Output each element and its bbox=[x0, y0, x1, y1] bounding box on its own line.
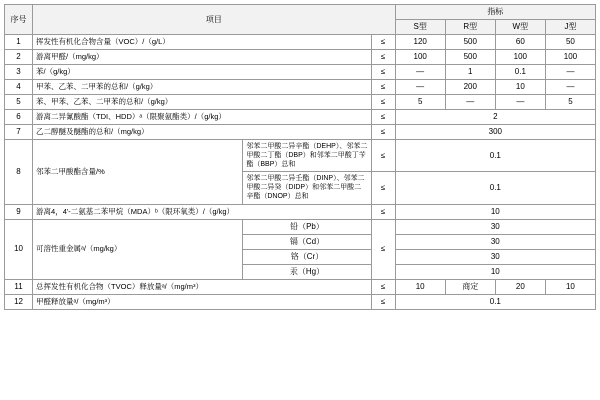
row-subitem-label: 铅（Pb） bbox=[243, 219, 371, 234]
header-col-s: S型 bbox=[395, 20, 445, 35]
table-row bbox=[5, 140, 596, 172]
row-value-merged: 10 bbox=[395, 204, 595, 219]
table-row bbox=[5, 125, 596, 140]
row-value-w: 20 bbox=[495, 279, 545, 294]
row-value-r: 200 bbox=[445, 80, 495, 95]
row-value-s: 120 bbox=[395, 35, 445, 50]
row-value-j: — bbox=[545, 80, 595, 95]
row-value-merged: 0.1 bbox=[395, 140, 595, 172]
row-value-s: 100 bbox=[395, 50, 445, 65]
row-subitem-label: 铬（Cr） bbox=[243, 249, 371, 264]
row-subitem-label: 邻苯二甲酸二异辛酯（DEHP）、邻苯二甲酸二丁酯（DBP）和邻苯二甲酸丁苄酯（BBP）总和 bbox=[243, 140, 371, 172]
row-index: 10 bbox=[5, 219, 33, 279]
row-value-merged: 2 bbox=[395, 110, 595, 125]
row-operator: ≤ bbox=[371, 140, 395, 172]
row-value-r: — bbox=[445, 95, 495, 110]
row-value-j: 100 bbox=[545, 50, 595, 65]
row-index: 8 bbox=[5, 140, 33, 205]
row-index: 2 bbox=[5, 50, 33, 65]
specification-table bbox=[4, 4, 596, 310]
row-operator: ≤ bbox=[371, 35, 395, 50]
row-subitem-label: 邻苯二甲酸二异壬酯（DINP）、邻苯二甲酸二异癸（DIDP）和邻苯二甲酸二辛酯（DNOP）总和 bbox=[243, 172, 371, 204]
row-index: 4 bbox=[5, 80, 33, 95]
row-item-label: 乙二醇醚及醚酯的总和/（mg/kg） bbox=[33, 125, 372, 140]
row-value-merged: 0.1 bbox=[395, 172, 595, 204]
row-index: 9 bbox=[5, 204, 33, 219]
row-value-j: 50 bbox=[545, 35, 595, 50]
row-index: 1 bbox=[5, 35, 33, 50]
row-value-r: 1 bbox=[445, 65, 495, 80]
row-item-label: 游离4，4'-二氨基二苯甲烷（MDA）ᵇ（限环氧类）/（g/kg） bbox=[33, 204, 372, 219]
row-item-label: 苯/（g/kg） bbox=[33, 65, 372, 80]
row-value-merged: 10 bbox=[395, 264, 595, 279]
row-index: 11 bbox=[5, 279, 33, 294]
row-value-w: — bbox=[495, 95, 545, 110]
row-value-s: 5 bbox=[395, 95, 445, 110]
row-operator: ≤ bbox=[371, 172, 395, 204]
header-item: 项目 bbox=[33, 5, 396, 35]
row-subitem-label: 镉（Cd） bbox=[243, 234, 371, 249]
row-item-label: 游离甲醛/（mg/kg） bbox=[33, 50, 372, 65]
row-operator: ≤ bbox=[371, 204, 395, 219]
row-operator: ≤ bbox=[371, 95, 395, 110]
row-value-merged: 30 bbox=[395, 234, 595, 249]
row-value-r: 500 bbox=[445, 50, 495, 65]
row-operator: ≤ bbox=[371, 294, 395, 309]
row-item-label: 挥发性有机化合物含量（VOC）/（g/L） bbox=[33, 35, 372, 50]
table-row bbox=[5, 65, 596, 80]
row-value-r: 500 bbox=[445, 35, 495, 50]
table-row bbox=[5, 219, 596, 234]
header-col-w: W型 bbox=[495, 20, 545, 35]
row-item-label: 总挥发性有机化合物（TVOC）释放量ᵃ/（mg/m³） bbox=[33, 279, 372, 294]
row-index: 6 bbox=[5, 110, 33, 125]
row-value-merged: 0.1 bbox=[395, 294, 595, 309]
row-value-w: 60 bbox=[495, 35, 545, 50]
row-value-j: — bbox=[545, 65, 595, 80]
row-subitem-label: 汞（Hg） bbox=[243, 264, 371, 279]
row-operator: ≤ bbox=[371, 80, 395, 95]
row-index: 12 bbox=[5, 294, 33, 309]
row-index: 3 bbox=[5, 65, 33, 80]
row-item-label: 可溶性重金属ᵃ/（mg/kg） bbox=[33, 219, 243, 279]
table-header-row bbox=[5, 5, 596, 20]
row-item-label: 甲醛释放量ᵃ/（mg/m³） bbox=[33, 294, 372, 309]
row-value-r: 商定 bbox=[445, 279, 495, 294]
row-operator: ≤ bbox=[371, 110, 395, 125]
row-item-label: 甲苯、乙苯、二甲苯的总和/（g/kg） bbox=[33, 80, 372, 95]
row-value-merged: 300 bbox=[395, 125, 595, 140]
row-value-w: 0.1 bbox=[495, 65, 545, 80]
row-value-w: 100 bbox=[495, 50, 545, 65]
row-item-label: 苯、甲苯、乙苯、二甲苯的总和/（g/kg） bbox=[33, 95, 372, 110]
table-row bbox=[5, 110, 596, 125]
table-row bbox=[5, 95, 596, 110]
table-row bbox=[5, 279, 596, 294]
row-operator: ≤ bbox=[371, 219, 395, 279]
row-item-label: 邻苯二甲酸酯含量/% bbox=[33, 140, 243, 205]
table-row bbox=[5, 80, 596, 95]
row-value-s: — bbox=[395, 65, 445, 80]
row-value-j: 10 bbox=[545, 279, 595, 294]
row-operator: ≤ bbox=[371, 279, 395, 294]
header-index: 序号 bbox=[5, 5, 33, 35]
row-index: 5 bbox=[5, 95, 33, 110]
row-value-s: 10 bbox=[395, 279, 445, 294]
header-col-j: J型 bbox=[545, 20, 595, 35]
row-value-merged: 30 bbox=[395, 249, 595, 264]
table-row bbox=[5, 35, 596, 50]
row-value-j: 5 bbox=[545, 95, 595, 110]
header-col-r: R型 bbox=[445, 20, 495, 35]
row-item-label: 游离二异氰酸酯（TDI、HDD）ᵃ（限聚氨酯类）/（g/kg） bbox=[33, 110, 372, 125]
row-value-merged: 30 bbox=[395, 219, 595, 234]
row-operator: ≤ bbox=[371, 65, 395, 80]
row-value-s: — bbox=[395, 80, 445, 95]
row-operator: ≤ bbox=[371, 50, 395, 65]
row-value-w: 10 bbox=[495, 80, 545, 95]
header-spec-group: 指标 bbox=[395, 5, 595, 20]
table-row bbox=[5, 204, 596, 219]
table-row bbox=[5, 50, 596, 65]
row-operator: ≤ bbox=[371, 125, 395, 140]
table-row bbox=[5, 294, 596, 309]
row-index: 7 bbox=[5, 125, 33, 140]
